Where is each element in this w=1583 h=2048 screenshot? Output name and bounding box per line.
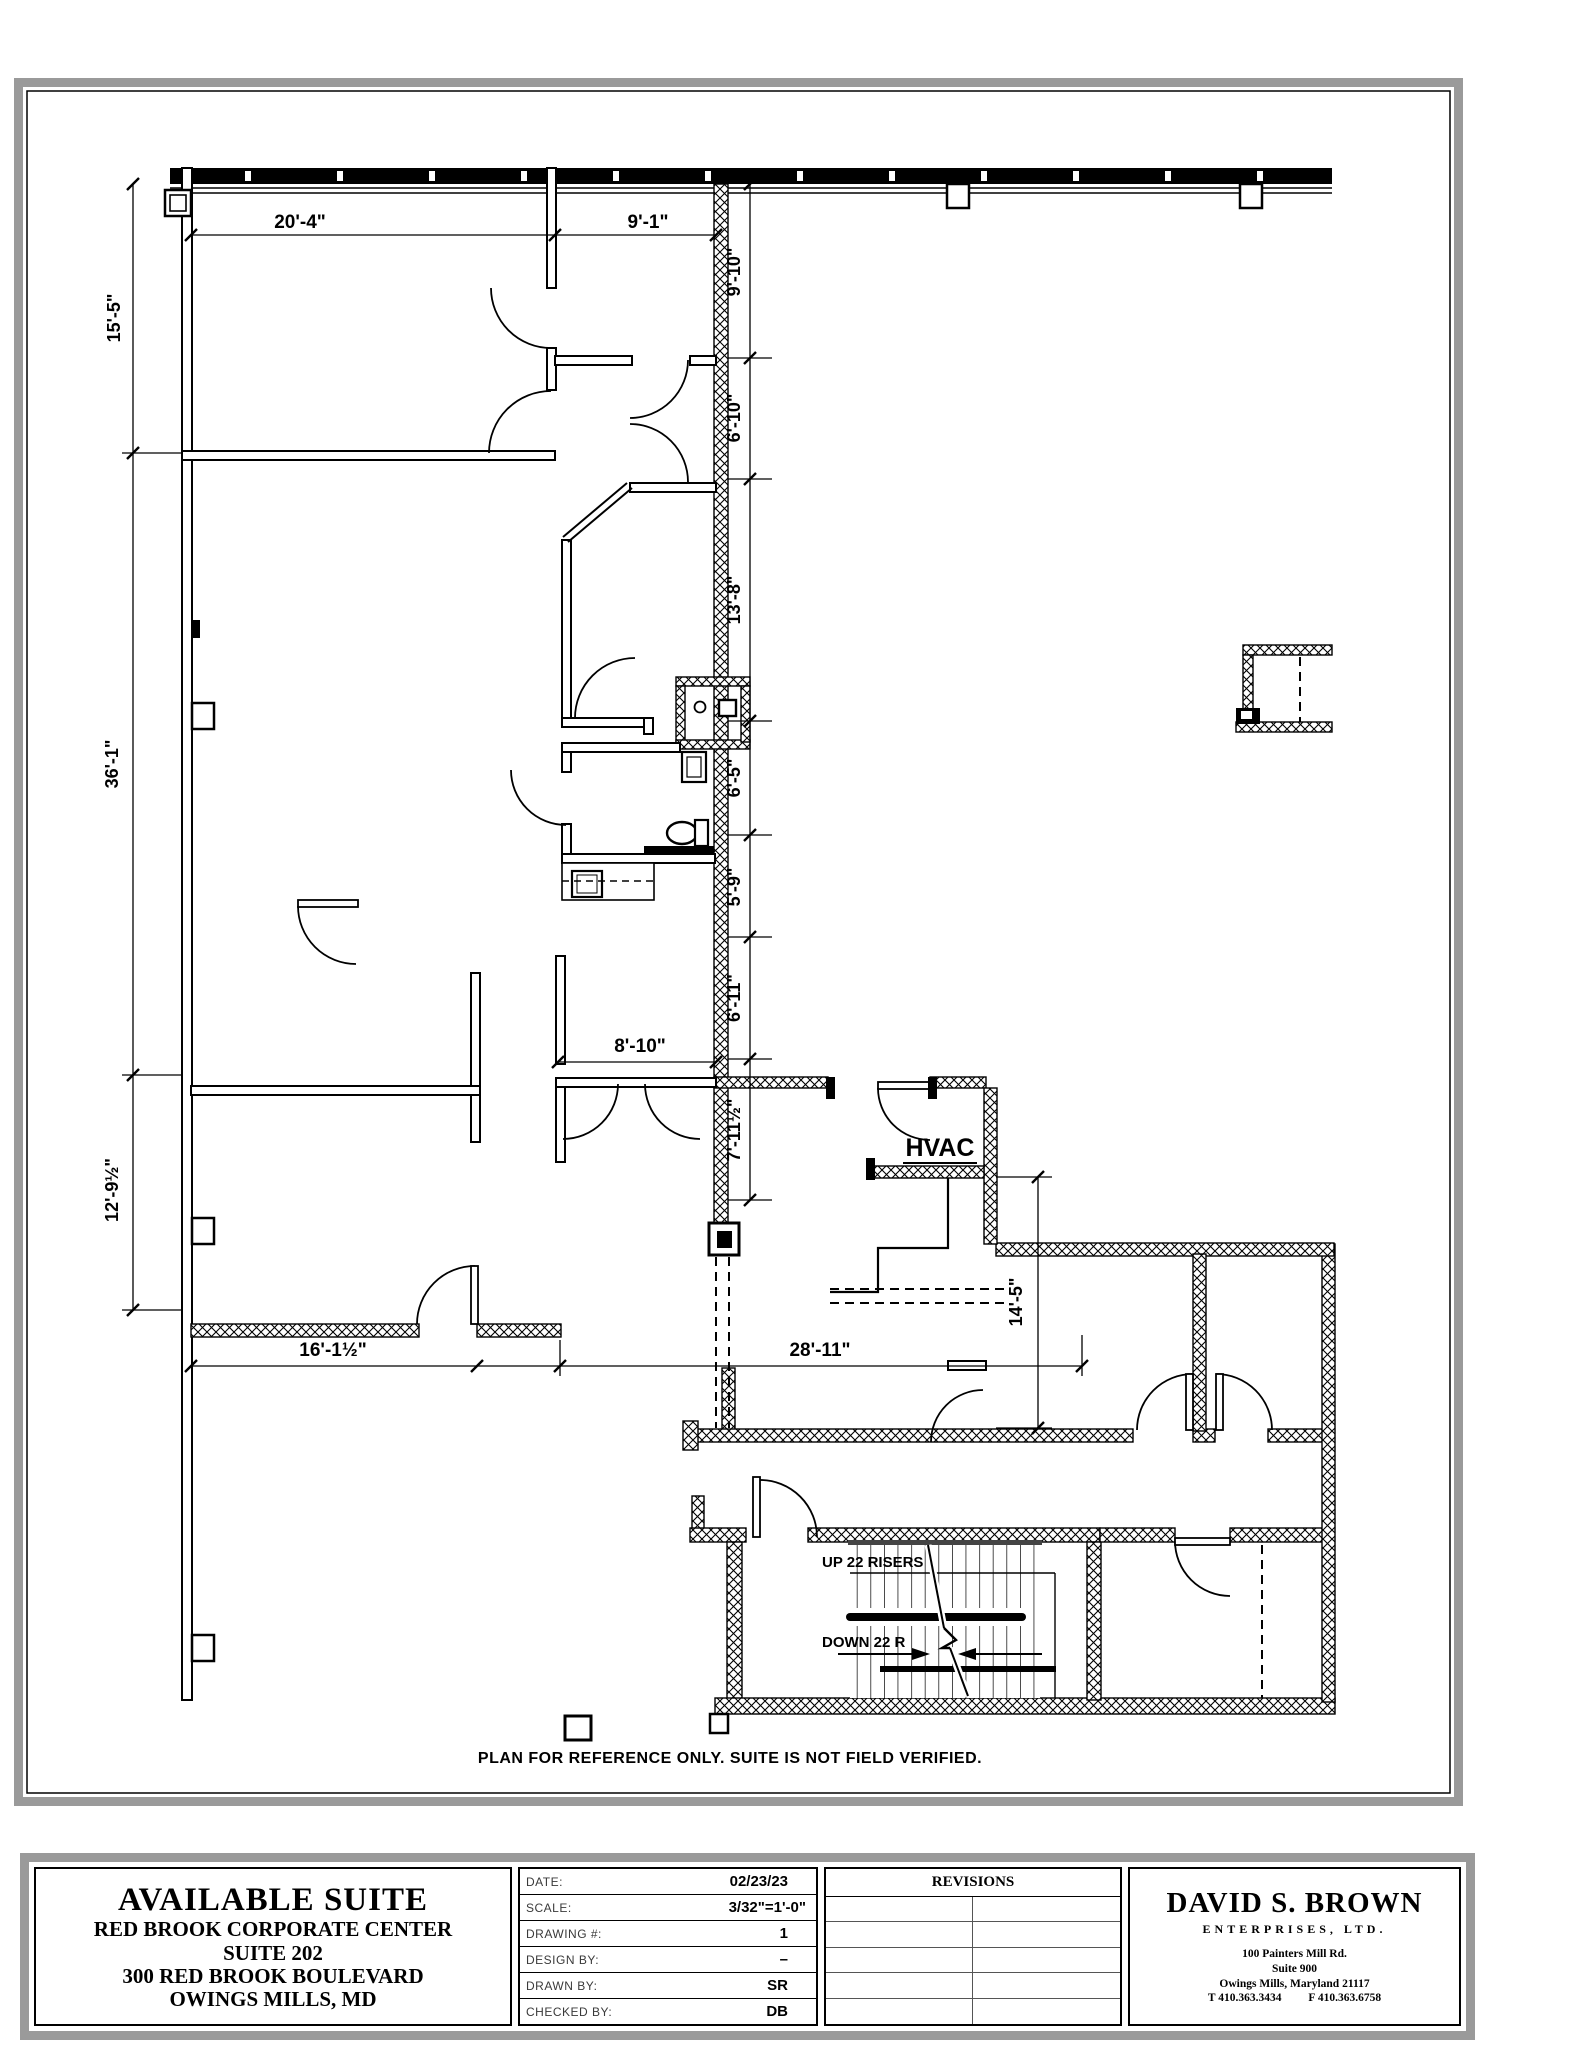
dim-9-1: 9'-1" xyxy=(627,212,669,233)
column-box xyxy=(192,1218,214,1244)
column-box xyxy=(192,703,214,729)
stair-column xyxy=(710,1714,728,1733)
stairwell xyxy=(822,1540,1056,1698)
dim-13-8: 13'-8" xyxy=(724,575,744,625)
dim-9-10: 9'-10" xyxy=(724,247,744,297)
dim-12-9h: 12'-9½" xyxy=(102,1158,122,1222)
field-drawn-by: DRAWN BY: SR xyxy=(520,1973,816,1999)
field-drawing-number: DRAWING #: 1 xyxy=(520,1921,816,1947)
dim-6-10: 6'-10" xyxy=(724,393,744,443)
angled-wall xyxy=(563,483,632,542)
company-phone: T 410.363.3434 xyxy=(1207,1992,1282,2005)
company-subtitle: ENTERPRISES, LTD. xyxy=(1202,1921,1387,1936)
column-box xyxy=(1240,184,1262,208)
dim-6-11: 6'-11" xyxy=(724,974,744,1022)
company-address: 100 Painters Mill Rd. Suite 900 Owings Mills, Maryland 21117 T 410.363.3434 F 410.363.6758 xyxy=(1207,1947,1382,2005)
stair-down-label: DOWN 22 R xyxy=(822,1634,906,1651)
lobby-door-frame xyxy=(565,1716,591,1740)
project-city: OWINGS MILLS, MD xyxy=(169,1986,377,2011)
ductwork xyxy=(830,1178,948,1292)
revisions-header: REVISIONS xyxy=(826,1869,1120,1897)
demising-walls xyxy=(191,184,1335,1714)
drawing-info-block xyxy=(518,1867,818,2026)
dimension-lines xyxy=(122,184,1082,1428)
project-title-block xyxy=(34,1867,512,2026)
dim-36-1: 36'-1" xyxy=(102,739,122,789)
dim-7-11h: 7'-11½" xyxy=(724,1098,744,1162)
project-address: 300 RED BROOK BOULEVARD xyxy=(122,1963,424,1988)
hvac-label: HVAC xyxy=(905,1134,975,1162)
dim-14-5: 14'-5" xyxy=(1006,1277,1026,1327)
partition-walls xyxy=(182,168,986,1370)
plan-note: PLAN FOR REFERENCE ONLY. SUITE IS NOT FIELD VERIFIED. xyxy=(477,1750,983,1767)
door-leaves xyxy=(298,900,1230,1545)
doors xyxy=(298,288,1272,1596)
dim-28-11: 28'-11" xyxy=(789,1340,851,1361)
dim-15-5: 15'-5" xyxy=(104,293,124,343)
door-jambs xyxy=(826,1077,937,1180)
field-scale: SCALE: 3/32"=1'-0" xyxy=(520,1895,816,1921)
suite-number: SUITE 202 xyxy=(223,1940,323,1965)
dim-20-4: 20'-4" xyxy=(274,212,326,233)
company-block xyxy=(1128,1867,1461,2026)
dim-8-10: 8'-10" xyxy=(614,1036,666,1057)
revisions-block xyxy=(824,1867,1122,2026)
company-fax: F 410.363.6758 xyxy=(1308,1992,1382,2005)
exterior-walls xyxy=(165,168,1332,1700)
company-name: DAVID S. BROWN xyxy=(1166,1886,1423,1919)
room-labels xyxy=(903,1134,977,1163)
dimension-ticks xyxy=(127,178,1088,1434)
dim-5-9: 5'-9" xyxy=(724,867,744,907)
dim-6-5: 6'-5" xyxy=(724,758,744,798)
title-block xyxy=(20,1853,1475,2040)
column-box xyxy=(947,184,969,208)
revisions-table xyxy=(826,1897,1120,2024)
dim-16-1h: 16'-1½" xyxy=(299,1340,367,1361)
field-design-by: DESIGN BY: – xyxy=(520,1947,816,1973)
column-box xyxy=(192,1635,214,1661)
project-name: RED BROOK CORPORATE CENTER xyxy=(93,1917,453,1942)
stair-up-label: UP 22 RISERS xyxy=(822,1554,924,1571)
kitchenette-counter xyxy=(562,863,654,900)
field-checked-by: CHECKED BY: DB xyxy=(526,2003,788,2020)
sheet-title: AVAILABLE SUITE xyxy=(117,1882,428,1919)
field-date: DATE: 02/23/23 xyxy=(520,1869,816,1895)
dimension-labels xyxy=(102,212,1026,1361)
